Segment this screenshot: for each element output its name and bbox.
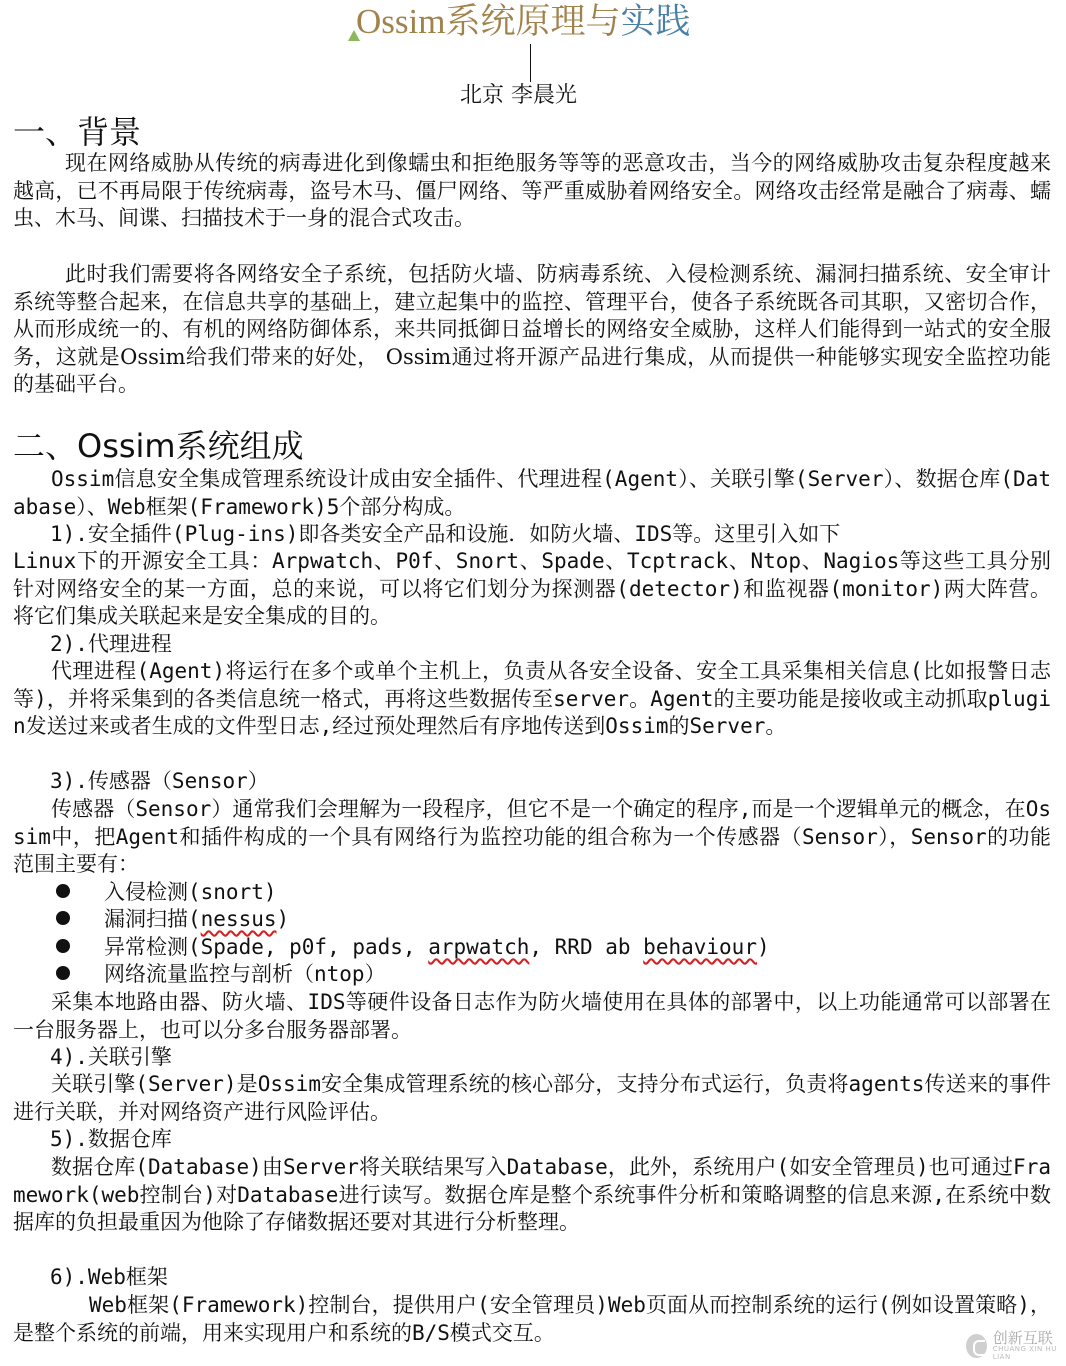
bullet-dot-icon	[56, 911, 70, 925]
section-heading-background: 一、背景	[13, 113, 142, 151]
bullet-dot-icon	[56, 884, 70, 898]
brand-logo-icon	[966, 1334, 987, 1358]
paragraph-server: 关联引擎(Server)是Ossim安全集成管理系统的核心部分，支持分布式运行，负责将agents传送来的事件进行关联，并对网络资产进行风险评估。	[13, 1072, 1051, 1124]
bullet-item-vuln-scan: 漏洞扫描(nessus)	[56, 906, 289, 934]
subsection-title-web: 6).Web框架	[50, 1265, 168, 1289]
bullet-item-intrusion: 入侵检测(snort)	[56, 879, 277, 907]
paragraph-components-intro: Ossim信息安全集成管理系统设计成由安全插件、代理进程(Agent）、关联引擎(Server）、数据仓库(Database）、Web框架(Framework)5个部分构成。	[13, 467, 1051, 519]
paragraph-background-1: 现在网络威胁从传统的病毒进化到像蠕虫和拒绝服务等等的恶意攻击，当今的网络威胁攻击复杂程度越来越高，已不再局限于传统病毒，盗号木马、僵尸网络、等严重威胁着网络安全。网络攻击经常是融合了病毒、蠕虫、木马、间谍、扫描技术于一身的混合式攻击。	[13, 151, 1051, 230]
bullet-item-anomaly: 异常检测(Spade, p0f, pads, arpwatch, RRD ab behaviour)	[56, 934, 770, 962]
paragraph-sensor: 传感器（Sensor）通常我们会理解为一段程序，但它不是一个确定的程序,而是一个逻辑单元的概念，在Ossim中，把Agent和插件构成的一个具有网络行为监控功能的组合称为一个传感器（Sensor），Sensor的功能范围主要有：	[13, 797, 1051, 876]
spellcheck-word: nessus	[200, 907, 277, 931]
subsection-title-server: 4).关联引擎	[50, 1045, 172, 1069]
title-accent: 实践	[620, 2, 691, 41]
bullet-dot-icon	[56, 939, 70, 953]
paragraph-background-2: 此时我们需要将各网络安全子系统，包括防火墙、防病毒系统、入侵检测系统、漏洞扫描系统、安全审计系统等整合起来，在信息共享的基础上，建立起集中的监控、管理平台，使各子系统既各司其职，又密切合作，从而形成统一的、有机的网络防御体系，来共同抵御日益增长的网络安全威胁，这样人们能得到一站式的安全服务，这就是Ossim给我们带来的好处， Ossim通过将开源产品进行集成，从而提供一种能够实现安全监控功能的基础平台。	[13, 262, 1051, 396]
watermark-text: 创新互联	[992, 1329, 1053, 1347]
bullet-item-traffic: 网络流量监控与剖析（ntop）	[56, 961, 386, 989]
watermark-logo	[966, 1329, 1066, 1361]
bullet-dot-icon	[56, 966, 70, 980]
subsection-title-database: 5).数据仓库	[50, 1127, 172, 1151]
subsection-title-agent: 2).代理进程	[50, 632, 172, 656]
paragraph-sensor-deploy: 采集本地路由器、防火墙、IDS等硬件设备日志作为防火墙使用在具体的部署中，以上功能通常可以部署在一台服务器上，也可以分多台服务器部署。	[13, 990, 1051, 1042]
paragraph-agent: 代理进程(Agent)将运行在多个或单个主机上，负责从各安全设备、安全工具采集相关信息(比如报警日志等)，并将采集到的各类信息统一格式，再将这些数据传至server。Agent的主要功能是接收或主动抓取plugin发送过来或者生成的文件型日志,经过预处理然后有序地传送到Ossim的Server。	[13, 659, 1051, 738]
spellcheck-word: arpwatch	[428, 935, 530, 959]
paragraph-plugins: Linux下的开源安全工具：Arpwatch、P0f、Snort、Spade、Tcptrack、Ntop、Nagios等这些工具分别针对网络安全的某一方面，总的来说，可以将它们划分为探测器(detector)和监视器(monitor)两大阵营。将它们集成关联起来是安全集成的目的。	[13, 549, 1051, 628]
paragraph-web: Web框架(Framework)控制台，提供用户(安全管理员)Web页面从而控制系统的运行(例如设置策略)，是整个系统的前端，用来实现用户和系统的B/S模式交互。	[13, 1293, 1051, 1345]
text-cursor	[530, 44, 531, 82]
subsection-title-sensor: 3).传感器（Sensor）	[50, 769, 269, 793]
watermark-subtext: CHUANG XIN HU LIAN	[992, 1345, 1057, 1361]
author-line: 北京 李晨光	[460, 83, 577, 108]
title-main: Ossim系统原理与	[356, 2, 621, 41]
section-heading-components: 二、Ossim系统组成	[13, 427, 304, 465]
spellcheck-word: behaviour	[643, 935, 757, 959]
subsection-title-plugins: 1).安全插件(Plug-ins)即各类安全产品和设施．如防火墙、IDS等。这里引入如下	[50, 522, 841, 546]
document-title	[356, 0, 690, 44]
paragraph-database: 数据仓库(Database)由Server将关联结果写入Database，此外，系统用户(如安全管理员)也可通过Framework(web控制台)对Database进行读写。数据仓库是整个系统事件分析和策略调整的信息来源,在系统中数据库的负担最重因为他除了存储数据还要对其进行分析整理。	[13, 1155, 1051, 1234]
